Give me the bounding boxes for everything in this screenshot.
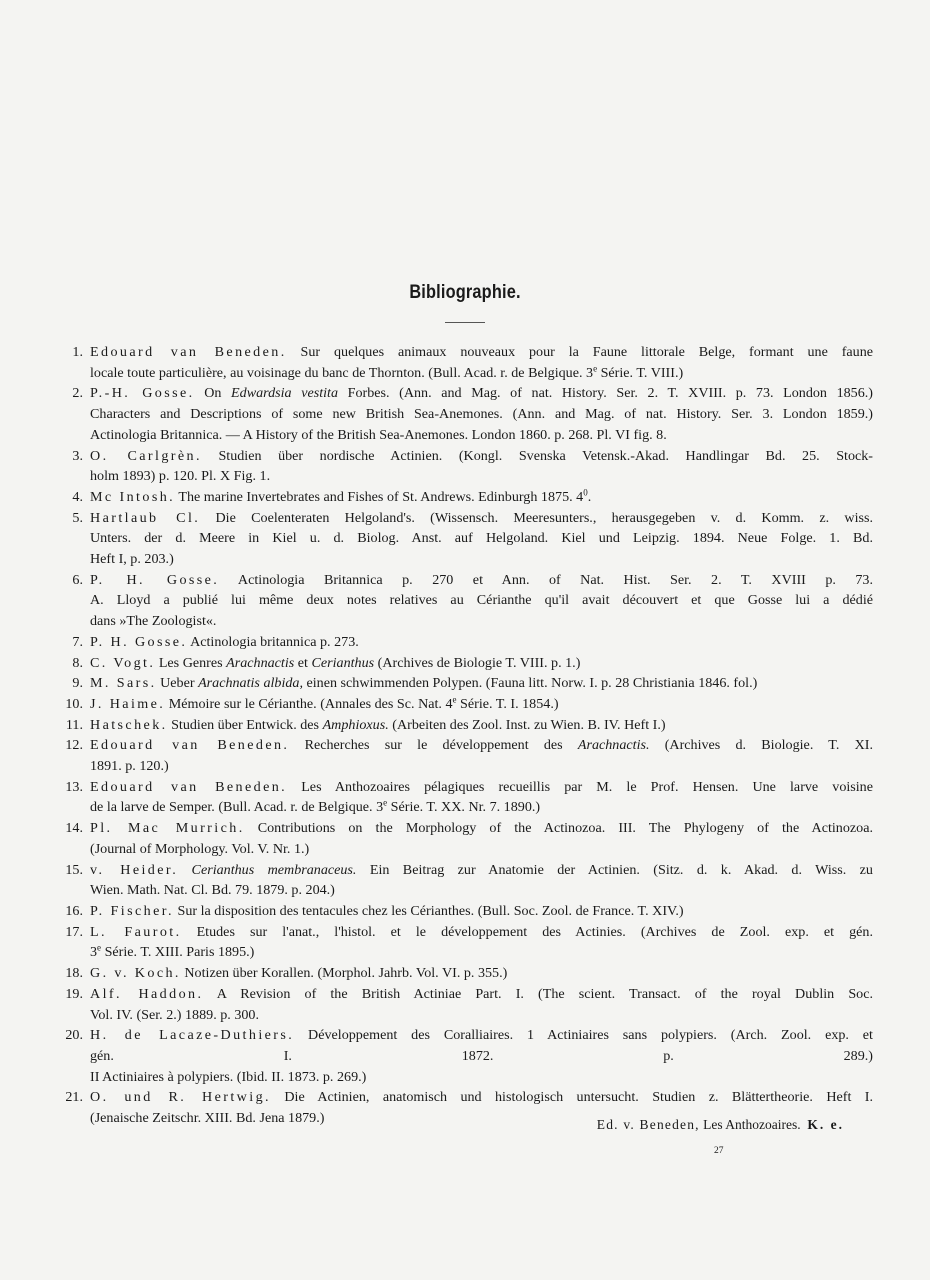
entry-segment: Série. T. VIII.) xyxy=(597,364,684,381)
entry-author: Edouard van Beneden. xyxy=(90,778,288,795)
entry-segment: Unters. der d. Meere in Kiel u. d. Biolog. Anst. auf Helgoland. Kiel und Leipzig. 1894. Neue Folge. 1. Bd. xyxy=(90,530,873,547)
entry-italic-title: Arachnactis. xyxy=(577,737,650,754)
entry-line xyxy=(90,508,873,529)
entry-segment: de la larve de Semper. (Bull. Acad. r. de Belgique. 3 xyxy=(90,799,384,816)
entry-text xyxy=(90,715,873,736)
entry-segment: Forbes. (Ann. and Mag. of nat. History. Ser. 2. T. XVIII. p. 73. London 1856.) xyxy=(338,385,873,402)
entry-text xyxy=(90,922,873,963)
entry-line xyxy=(90,383,873,404)
entry-author: L. Faurot. xyxy=(90,923,182,940)
entry-text xyxy=(90,818,873,859)
entry-segment: Characters and Descriptions of some new British Sea-Anemones. (Ann. and Mag. of nat. History. Ser. 3. London 1859.) xyxy=(90,406,873,423)
entry-segment: dans »The Zoologist«. xyxy=(90,613,217,630)
footer-work: Les Anthozoaires. xyxy=(699,1117,801,1132)
entry-segment: Les Anthozoaires pélagiques recueillis par M. le Prof. Hensen. Une larve voisine xyxy=(287,778,873,795)
entry-text xyxy=(90,984,873,1025)
entry-italic-title: Cerianthus membranaceus. xyxy=(191,861,357,878)
entry-segment: Mémoire sur le Cérianthe. (Annales des Sc. Nat. 4 xyxy=(165,695,453,712)
entry-line xyxy=(90,922,873,943)
entry-line xyxy=(90,735,873,756)
entry-line xyxy=(90,880,873,901)
entry-text xyxy=(90,963,873,984)
entry-author: P. Fischer. xyxy=(90,902,174,919)
entry-segment: 3 xyxy=(90,944,98,961)
entry-author: P.-H. Gosse. xyxy=(90,385,195,402)
entry-superscript: e xyxy=(452,694,457,705)
bibliography-entry xyxy=(55,383,873,445)
bibliography-entry xyxy=(55,673,873,694)
entry-superscript: e xyxy=(383,797,388,808)
entry-text xyxy=(90,694,873,715)
entry-segment: Die Actinien, anatomisch und histologisch untersucht. Studien z. Blättertheorie. Heft I. xyxy=(270,1089,874,1106)
entry-line xyxy=(90,818,873,839)
entry-segment: (Archives d. Biologie. T. XI. xyxy=(649,737,873,754)
bibliography-list xyxy=(55,342,873,1129)
entry-number: 14. xyxy=(65,820,83,837)
entry-segment: A Revision of the British Actiniae Part. I. (The scient. Transact. of the royal Dublin Soc. xyxy=(203,985,873,1002)
entry-text xyxy=(90,673,873,694)
entry-segment: Notizen über Korallen. (Morphol. Jahrb. Vol. VI. p. 355.) xyxy=(180,965,508,982)
title-divider xyxy=(445,322,485,323)
bibliography-entry xyxy=(55,715,873,736)
entry-italic-title: Arachnatis albida, xyxy=(198,675,303,692)
entry-text xyxy=(90,446,873,487)
entry-line xyxy=(90,984,873,1005)
entry-line xyxy=(90,860,873,881)
entry-line xyxy=(90,942,873,963)
page-title: Bibliographie. xyxy=(409,282,521,303)
entry-line xyxy=(90,1087,873,1108)
entry-line xyxy=(90,901,873,922)
footer-mark: K. e. xyxy=(807,1117,844,1132)
entry-segment: Actinologia britannica p. 273. xyxy=(187,633,359,650)
entry-line xyxy=(90,487,873,508)
entry-text xyxy=(90,1025,873,1087)
entry-segment: Développement des Coralliaires. 1 Actiniaires sans polypiers. (Arch. Zool. exp. et xyxy=(294,1027,873,1044)
entry-segment: Série. T. I. 1854.) xyxy=(456,695,559,712)
entry-text xyxy=(90,342,873,383)
entry-author: Pl. Mac Murrich. xyxy=(90,820,245,837)
footer-signature xyxy=(597,1117,844,1133)
entry-author: J. Haime. xyxy=(90,695,166,712)
bibliography-entry xyxy=(55,632,873,653)
entry-author: Edouard van Beneden. xyxy=(90,344,287,360)
entry-segment: . xyxy=(587,488,592,505)
entry-segment: (Arbeiten des Zool. Inst. zu Wien. B. IV. Heft I.) xyxy=(388,716,666,733)
entry-line xyxy=(90,653,873,674)
entry-text xyxy=(90,735,873,776)
entry-italic-title: Amphioxus. xyxy=(322,716,389,733)
bibliography-entry xyxy=(55,922,873,963)
entry-segment: A. Lloyd a publié lui même deux notes relatives au Cérianthe qu'il avait découvert et que Gosse lui a dédié xyxy=(90,592,873,609)
entry-number: 19. xyxy=(65,985,83,1002)
entry-number: 8. xyxy=(72,654,83,671)
entry-number: 11. xyxy=(65,716,83,733)
bibliography-entry xyxy=(55,818,873,859)
entry-author: O. Carlgrèn. xyxy=(90,447,202,464)
entry-segment: 1891. p. 120.) xyxy=(90,758,169,775)
entry-number: 15. xyxy=(65,861,83,878)
bibliography-entry xyxy=(55,446,873,487)
bibliography-entry xyxy=(55,694,873,715)
entry-segment: Etudes sur l'anat., l'histol. et le développement des Actinies. (Archives de Zool. exp. et gén. xyxy=(181,923,873,940)
entry-line xyxy=(90,363,873,384)
entry-line xyxy=(90,756,873,777)
entry-number: 10. xyxy=(65,695,83,712)
entry-author: Hatschek. xyxy=(90,716,168,733)
bibliography-entry xyxy=(55,963,873,984)
bibliography-entry xyxy=(55,487,873,508)
entry-segment: II Actiniaires à polypiers. (Ibid. II. 1873. p. 269.) xyxy=(90,1068,367,1085)
entry-number: 4. xyxy=(72,488,83,505)
entry-segment: Actinologia Britannica. — A History of the British Sea-Anemones. London 1860. p. 268. Pl. VI fig. 8. xyxy=(90,426,667,443)
entry-author: Mc Intosh. xyxy=(90,488,176,505)
entry-author: Hartlaub Cl. xyxy=(90,509,201,526)
entry-segment: Studien über Entwick. des xyxy=(167,716,323,733)
entry-segment: gén. I. 1872. p. 289.) xyxy=(90,1047,873,1064)
bibliography-entry xyxy=(55,570,873,632)
entry-author: G. v. Koch. xyxy=(90,965,181,982)
entry-segment: (Jenaische Zeitschr. XIII. Bd. Jena 1879.) xyxy=(90,1110,325,1127)
entry-italic-title: Cerianthus xyxy=(311,654,375,671)
entry-number: 13. xyxy=(65,778,83,795)
entry-text xyxy=(90,901,873,922)
entry-segment: Ueber xyxy=(156,675,199,692)
entry-text xyxy=(90,487,873,508)
entry-segment: Ein Beitrag zur Anatomie der Actinien. (Sitz. d. k. Akad. d. Wiss. zu xyxy=(356,861,873,878)
entry-segment: Série. T. XIII. Paris 1895.) xyxy=(101,944,255,961)
entry-text xyxy=(90,860,873,901)
entry-author: P. H. Gosse. xyxy=(90,633,188,650)
entry-number: 18. xyxy=(65,965,83,982)
entry-line xyxy=(90,342,873,363)
entry-number: 6. xyxy=(72,571,83,588)
entry-segment: Sur quelques animaux nouveaux pour la Faune littorale Belge, formant une faune xyxy=(286,344,874,360)
entry-number: 1. xyxy=(72,344,83,360)
entry-text xyxy=(90,653,873,674)
entry-line xyxy=(90,839,873,860)
entry-line xyxy=(90,673,873,694)
bibliography-entry xyxy=(55,901,873,922)
bibliography-entry xyxy=(55,342,873,383)
bibliography-entry xyxy=(55,508,873,570)
bibliography-entry xyxy=(55,860,873,901)
entry-author: M. Sars. xyxy=(90,675,157,692)
entry-segment: Wien. Math. Nat. Cl. Bd. 79. 1879. p. 204.) xyxy=(90,882,335,899)
entry-segment: The marine Invertebrates and Fishes of St. Andrews. Edinburgh 1875. 4 xyxy=(175,488,584,505)
entry-segment: Actinologia Britannica p. 270 et Ann. of Nat. Hist. Ser. 2. T. XVIII p. 73. xyxy=(219,571,873,588)
entry-segment: holm 1893) p. 120. Pl. X Fig. 1. xyxy=(90,468,271,485)
entry-line xyxy=(90,963,873,984)
bibliography-entry xyxy=(55,653,873,674)
entry-author: Alf. Haddon. xyxy=(90,985,204,1002)
bibliography-entry xyxy=(55,984,873,1025)
entry-line xyxy=(90,1025,873,1046)
footer-author: Ed. v. Beneden, xyxy=(596,1117,700,1132)
entry-number: 5. xyxy=(72,509,83,526)
entry-number: 20. xyxy=(65,1027,83,1044)
entry-line xyxy=(90,797,873,818)
entry-line xyxy=(90,404,873,425)
entry-segment: Heft I, p. 203.) xyxy=(90,551,174,568)
entry-segment: Studien über nordische Actinien. (Kongl. Svenska Vetensk.-Akad. Handlingar Bd. 25. Stock- xyxy=(201,447,873,464)
entry-number: 16. xyxy=(65,902,83,919)
entry-number: 21. xyxy=(65,1089,83,1106)
entry-line xyxy=(90,446,873,467)
entry-segment: (Journal of Morphology. Vol. V. Nr. 1.) xyxy=(90,840,310,857)
entry-text xyxy=(90,383,873,445)
entry-segment: Sur la disposition des tentacules chez les Cérianthes. (Bull. Soc. Zool. de France. T. XIV.) xyxy=(173,902,684,919)
entry-line xyxy=(90,694,873,715)
entry-italic-title: Edwardsia vestita xyxy=(231,385,339,402)
entry-line xyxy=(90,570,873,591)
entry-segment: Contributions on the Morphology of the Actinozoa. III. The Phylogeny of the Actinozoa. xyxy=(244,820,873,837)
entry-number: 7. xyxy=(72,633,83,650)
entry-text xyxy=(90,632,873,653)
entry-author: H. de Lacaze-Duthiers. xyxy=(90,1027,295,1044)
entry-segment: (Archives de Biologie T. VIII. p. 1.) xyxy=(374,654,581,671)
entry-text xyxy=(90,570,873,632)
bibliography-entry xyxy=(55,735,873,776)
entry-text xyxy=(90,508,873,570)
entry-line xyxy=(90,528,873,549)
entry-author: P. H. Gosse. xyxy=(90,571,220,588)
entry-segment: On xyxy=(194,385,232,402)
entry-number: 2. xyxy=(72,385,83,402)
entry-line xyxy=(90,549,873,570)
entry-author: Edouard van Beneden. xyxy=(90,737,290,754)
entry-italic-title: Arachnactis xyxy=(226,654,295,671)
entry-line xyxy=(90,1005,873,1026)
entry-line xyxy=(90,425,873,446)
entry-segment: et xyxy=(294,654,312,671)
entry-author: v. Heider. xyxy=(90,861,179,878)
entry-superscript: e xyxy=(97,942,102,953)
entry-superscript: e xyxy=(593,363,598,374)
entry-superscript: 0 xyxy=(583,487,588,498)
entry-segment xyxy=(178,862,191,878)
bibliography-entry xyxy=(55,777,873,818)
entry-segment: Les Genres xyxy=(155,654,227,671)
entry-line xyxy=(90,777,873,798)
entry-author: O. und R. Hertwig. xyxy=(90,1089,271,1106)
entry-number: 17. xyxy=(65,923,83,940)
entry-number: 3. xyxy=(72,447,83,464)
entry-line xyxy=(90,611,873,632)
entry-line xyxy=(90,632,873,653)
entry-number: 12. xyxy=(65,737,83,754)
page-number: 27 xyxy=(714,1146,724,1156)
entry-line xyxy=(90,1067,873,1088)
entry-text xyxy=(90,777,873,818)
entry-segment: Vol. IV. (Ser. 2.) 1889. p. 300. xyxy=(90,1006,259,1023)
entry-author: C. Vogt. xyxy=(90,654,156,671)
entry-segment: Recherches sur le développement des xyxy=(289,737,578,754)
entry-line xyxy=(90,466,873,487)
entry-line xyxy=(90,1046,873,1067)
entry-segment: einen schwimmenden Polypen. (Fauna litt. Norw. I. p. 28 Christiania 1846. fol.) xyxy=(302,675,758,692)
bibliography-entry xyxy=(55,1025,873,1087)
entry-line xyxy=(90,715,873,736)
entry-segment: Série. T. XX. Nr. 7. 1890.) xyxy=(387,799,541,816)
entry-segment: locale toute particulière, au voisinage du banc de Thornton. (Bull. Acad. r. de Belgique. 3 xyxy=(90,364,594,381)
entry-line xyxy=(90,590,873,611)
entry-segment: Die Coelenteraten Helgoland's. (Wissensch. Meeresunters., herausgegeben v. d. Komm. z. wiss. xyxy=(200,509,873,526)
entry-number: 9. xyxy=(72,675,83,692)
